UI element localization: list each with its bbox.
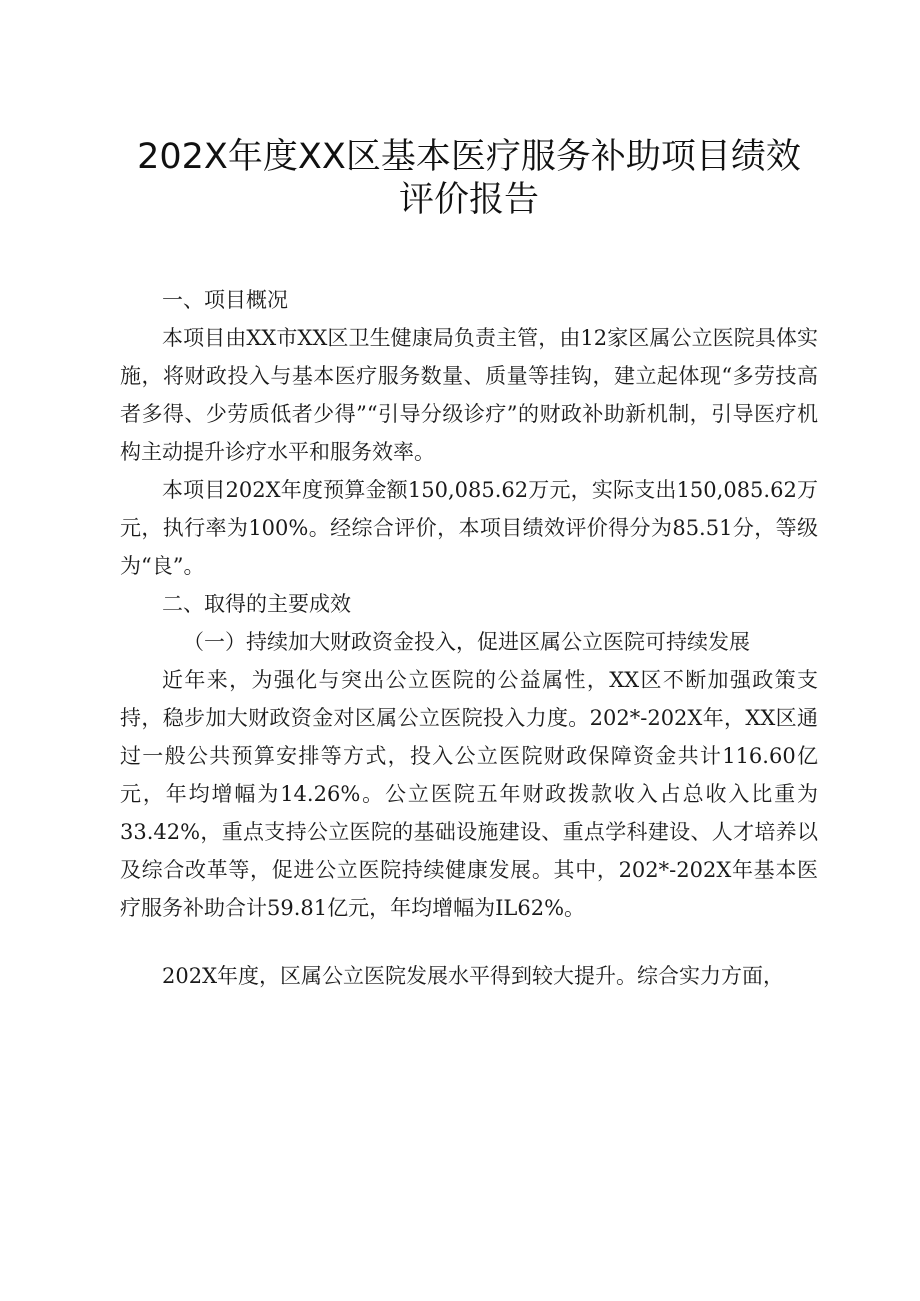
document-title: 202X年度XX区基本医疗服务补助项目绩效评价报告 (137, 137, 801, 220)
section-heading: 二、取得的主要成效 (162, 592, 351, 616)
paragraph: 本项目202X年度预算金额150,085.62万元，实际支出150,085.62万元，执行率为100%。经综合评价，本项目绩效评价得分为85.51分，等级为“良”。 (120, 478, 818, 578)
paragraph: 202X年度，区属公立医院发展水平得到较大提升。综合实力方面， (162, 964, 785, 988)
paragraph: 近年来，为强化与突出公立医院的公益属性，XX区不断加强政策支持，稳步加大财政资金对区属公立医院投入力度。202*-202X年，XX区通过一般公共预算安排等方式，投入公立医院财政保障资金共计116.60亿元，年均增幅为14.26%。公立医院五年财政拨款收入占总收入比重为33.42%，重点支持公立医院的基础设施建设、重点学科建设、人才培养以及综合改革等，促进公立医院持续健康发展。其中，202*-202X年基本医疗服务补助合计59.81亿元，年均增幅为IL62%。 (120, 668, 818, 920)
paragraph: 本项目由XX市XX区卫生健康局负责主管，由12家区属公立医院具体实施，将财政投入与基本医疗服务数量、质量等挂钩，建立起体现“多劳技高者多得、少劳质低者少得”“引导分级诊疗”的财政补助新机制，引导医疗机构主动提升诊疗水平和服务效率。 (120, 326, 818, 464)
subsection-heading: （一）持续加大财政资金投入，促进区属公立医院可持续发展 (183, 630, 750, 654)
document-body (120, 281, 818, 995)
section-heading: 一、项目概况 (162, 288, 288, 312)
